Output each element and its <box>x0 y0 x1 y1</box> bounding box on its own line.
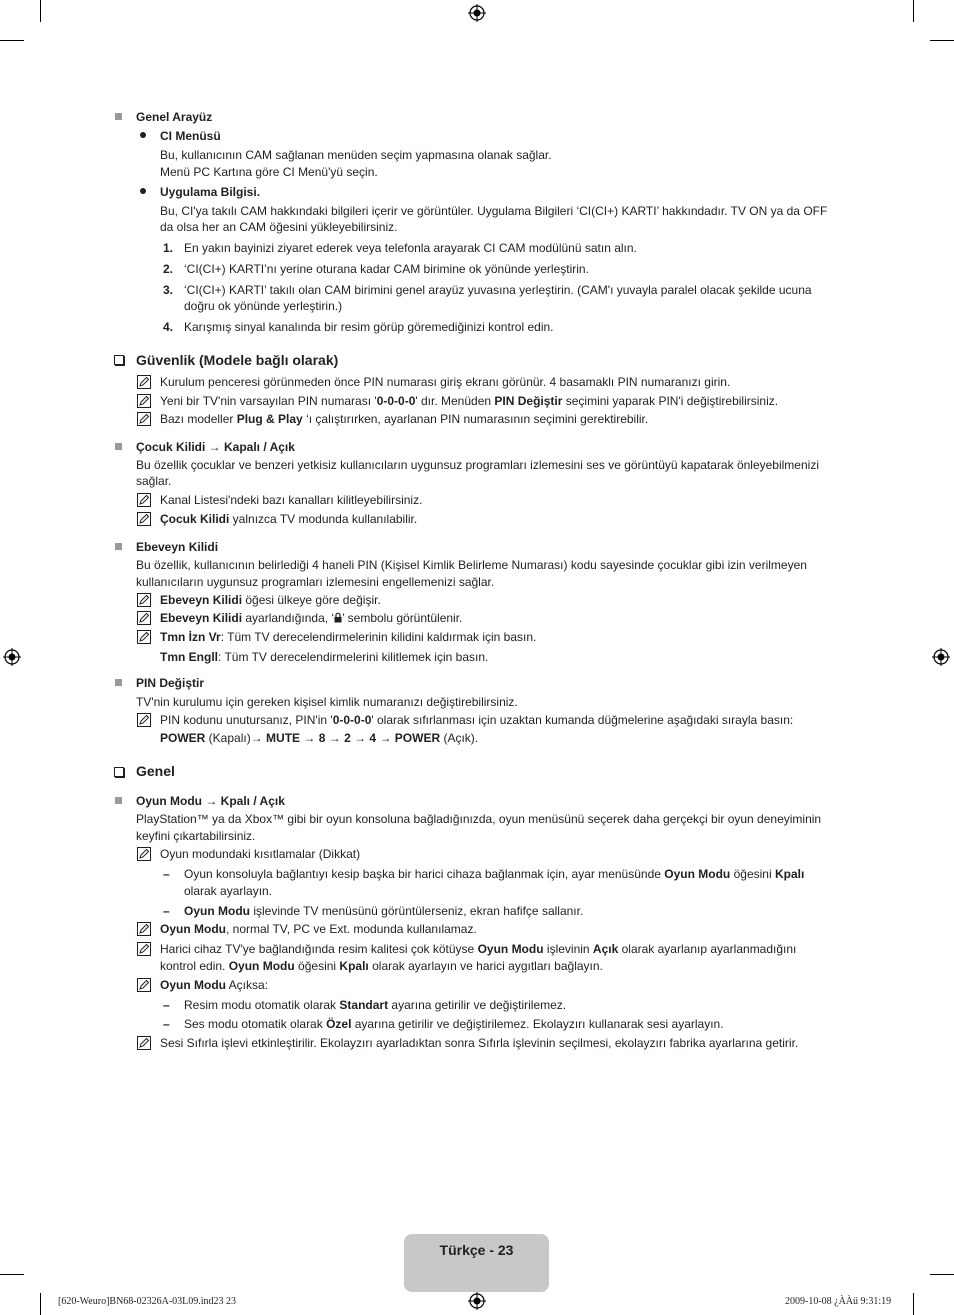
note-text: Oyun modundaki kısıtlamalar (Dikkat) <box>160 847 361 861</box>
crop-mark <box>930 40 954 41</box>
print-slug-right: 2009-10-08 ¿ÀÀü 9:31:19 <box>785 1296 892 1307</box>
note-icon <box>137 394 151 408</box>
paragraph: Bu özellik çocuklar ve benzeri yetkisiz kullanıcıların uygunsuz programları izlemesini ses ve görüntüyü kapatarak önleyebilmenizi <box>136 458 819 472</box>
note-text: Yeni bir TV'nin varsayılan PIN numarası '0-0-0-0' dır. Menüden PIN Değiştir seçimini yaparak PIN'i değiştirebilirsiniz. <box>160 394 779 408</box>
heading: Genel <box>136 763 175 779</box>
square-bullet-icon <box>115 797 122 804</box>
registration-mark-icon <box>3 648 21 666</box>
note-icon <box>137 922 151 936</box>
note-icon <box>137 630 151 644</box>
dash-text: Ses modu otomatik olarak Özel ayarına getirilir ve değiştirilemez. Ekolayzırı kullanarak sesi ayarlayın. <box>184 1017 724 1031</box>
lock-icon <box>334 612 342 623</box>
note-text: Ebeveyn Kilidi ayarlandığında, ‘ ’ sembolu görüntülenir. <box>160 611 463 625</box>
paragraph: Menü PC Kartına göre CI Menü'yü seçin. <box>160 165 378 179</box>
note-text: Kurulum penceresi görünmeden önce PIN numarası giriş ekranı görünür. 4 basamaklı PIN numaranızı girin. <box>160 375 731 389</box>
note-icon <box>137 493 151 507</box>
registration-mark-icon <box>468 1292 486 1310</box>
note-text: Sesi Sıfırla işlevi etkinleştirilir. Ekolayzırı ayarladıktan sonra Sıfırla işlevinin seçilmesi, ekolayzırı fabrika ayarlarına getirir. <box>160 1036 799 1050</box>
paragraph: Bu özellik, kullanıcının belirlediği 4 haneli PIN (Kişisel Kimlik Belirleme Numarası) kodu sayesinde çocuklar gibi izin verilmeyen <box>136 558 807 572</box>
note-text: kontrol edin. Oyun Modu öğesini Kpalı olarak ayarlayın ve harici aygıtları bağlayın. <box>160 959 603 973</box>
dash-text: Oyun Modu işlevinde TV menüsünü görüntülerseniz, ekran hafifçe sallanır. <box>184 904 584 918</box>
checkbox-bullet-icon <box>114 767 124 777</box>
note-text: Tmn İzn Vr: Tüm TV derecelendirmelerinin kilidini kaldırmak için basın. <box>160 630 537 644</box>
paragraph: kullanıcıların uygunsuz programları izlemesini engellemenizi sağlar. <box>136 575 495 589</box>
subsection-title: CI Menüsü <box>160 129 221 143</box>
note-text: Bazı modeller Plug & Play ‘ı çalıştırırken, ayarlanan PIN numarasının seçimini gerektirebilir. <box>160 412 649 426</box>
paragraph: da olsa her an CAM öğesini yükleyebilirsiniz. <box>160 220 398 234</box>
note-text: Tmn Engll: Tüm TV derecelendirmelerini kilitlemek için basın. <box>160 650 489 664</box>
note-icon <box>137 847 151 861</box>
square-bullet-icon <box>115 113 122 120</box>
square-bullet-icon <box>115 679 122 686</box>
note-icon <box>137 942 151 956</box>
bullet-icon <box>140 188 146 194</box>
dash-bullet: – <box>163 904 170 918</box>
paragraph: Bu, CI'ya takılı CAM hakkındaki bilgileri içerir ve görüntüler. Uygulama Bilgileri ‘CI(CI+) KARTI’ hakkındadır. TV ON ya da OFF <box>160 204 828 218</box>
registration-mark-icon <box>468 4 486 22</box>
registration-mark-icon <box>932 648 950 666</box>
step-text: ‘CI(CI+) KARTI’ takılı olan CAM birimini genel arayüz yuvasına yerleştirin. (CAM'ı yuvayla paralel olacak şekilde ucuna <box>184 283 812 297</box>
step-number: 4. <box>163 320 174 334</box>
note-icon <box>137 1036 151 1050</box>
bullet-icon <box>140 132 146 138</box>
subsection-title: Uygulama Bilgisi. <box>160 185 261 199</box>
heading: Güvenlik (Modele bağlı olarak) <box>136 352 339 368</box>
dash-bullet: – <box>163 1017 170 1031</box>
square-bullet-icon <box>115 543 122 550</box>
step-number: 3. <box>163 283 174 297</box>
note-text: Oyun Modu, normal TV, PC ve Ext. modunda kullanılamaz. <box>160 922 477 936</box>
section-title: Genel Arayüz <box>136 110 213 124</box>
dash-text: Oyun konsoluyla bağlantıyı kesip başka bir harici cihaza bağlanmak için, ayar menüsünde Oyun Modu öğesini Kpalı <box>184 867 805 881</box>
note-icon <box>137 412 151 426</box>
note-text: Harici cihaz TV'ye bağlandığında resim kalitesi çok kötüyse Oyun Modu işlevinin Açık olarak ayarlanıp ayarlanmadığını <box>160 942 797 956</box>
note-text: Kanal Listesi'ndeki bazı kanalları kilitleyebilirsiniz. <box>160 493 423 507</box>
square-bullet-icon <box>115 443 122 450</box>
key-sequence: POWER (Kapalı)→ MUTE → 8 → 2 → 4 → POWER (Açık). <box>160 731 479 745</box>
crop-mark <box>40 0 41 22</box>
note-icon <box>137 978 151 992</box>
step-number: 2. <box>163 262 174 276</box>
crop-mark <box>0 40 24 41</box>
note-text: PIN kodunu unutursanız, PIN'in '0-0-0-0' olarak sıfırlanması için uzaktan kumanda düğmelerine aşağıdaki sırayla basın: <box>160 713 794 727</box>
paragraph: keyfini çıkartabilirsiniz. <box>136 829 256 843</box>
checkbox-bullet-icon <box>114 355 124 365</box>
step-text: En yakın bayinizi ziyaret ederek veya telefonla arayarak CI CAM modülünü satın alın. <box>184 241 637 255</box>
step-text: Karışmış sinyal kanalında bir resim görüp göremediğinizi kontrol edin. <box>184 320 554 334</box>
step-number: 1. <box>163 241 174 255</box>
crop-mark <box>913 1293 914 1315</box>
dash-text: olarak ayarlayın. <box>184 884 273 898</box>
section-title: Ebeveyn Kilidi <box>136 540 219 554</box>
section-title: PIN Değiştir <box>136 676 205 690</box>
paragraph: sağlar. <box>136 474 172 488</box>
dash-text: Resim modu otomatik olarak Standart ayarına getirilir ve değiştirilemez. <box>184 998 567 1012</box>
paragraph: TV'nin kurulumu için gereken kişisel kimlik numaranızı değiştirebilirsiniz. <box>136 695 518 709</box>
note-icon <box>137 713 151 727</box>
note-text: Ebeveyn Kilidi öğesi ülkeye göre değişir. <box>160 593 381 607</box>
paragraph: PlayStation™ ya da Xbox™ gibi bir oyun konsoluna bağladığınızda, oyun menüsünü seçerek daha gerçekçi bir oyun deneyiminin <box>136 812 822 826</box>
note-icon <box>137 593 151 607</box>
note-icon <box>137 375 151 389</box>
dash-bullet: – <box>163 867 170 881</box>
step-text: ‘CI(CI+) KARTI’nı yerine oturana kadar CAM birimine ok yönünde yerleştirin. <box>184 262 589 276</box>
crop-mark <box>0 1274 24 1275</box>
crop-mark <box>913 0 914 22</box>
print-slug-left: [620-Weuro]BN68-02326A-03L09.ind23 23 <box>58 1296 237 1307</box>
crop-mark <box>930 1274 954 1275</box>
section-title: Çocuk Kilidi → Kapalı / Açık <box>136 440 295 454</box>
note-text: Çocuk Kilidi yalnızca TV modunda kullanılabilir. <box>160 512 418 526</box>
crop-mark <box>40 1293 41 1315</box>
section-title: Oyun Modu → Kpalı / Açık <box>136 794 285 808</box>
paragraph: Bu, kullanıcının CAM sağlanan menüden seçim yapmasına olanak sağlar. <box>160 148 552 162</box>
note-text: Oyun Modu Açıksa: <box>160 978 269 992</box>
page-number: Türkçe - 23 <box>439 1242 514 1258</box>
dash-bullet: – <box>163 998 170 1012</box>
step-text: doğru ok yönünde yerleştirin.) <box>184 299 343 313</box>
note-icon <box>137 611 151 625</box>
note-icon <box>137 512 151 526</box>
